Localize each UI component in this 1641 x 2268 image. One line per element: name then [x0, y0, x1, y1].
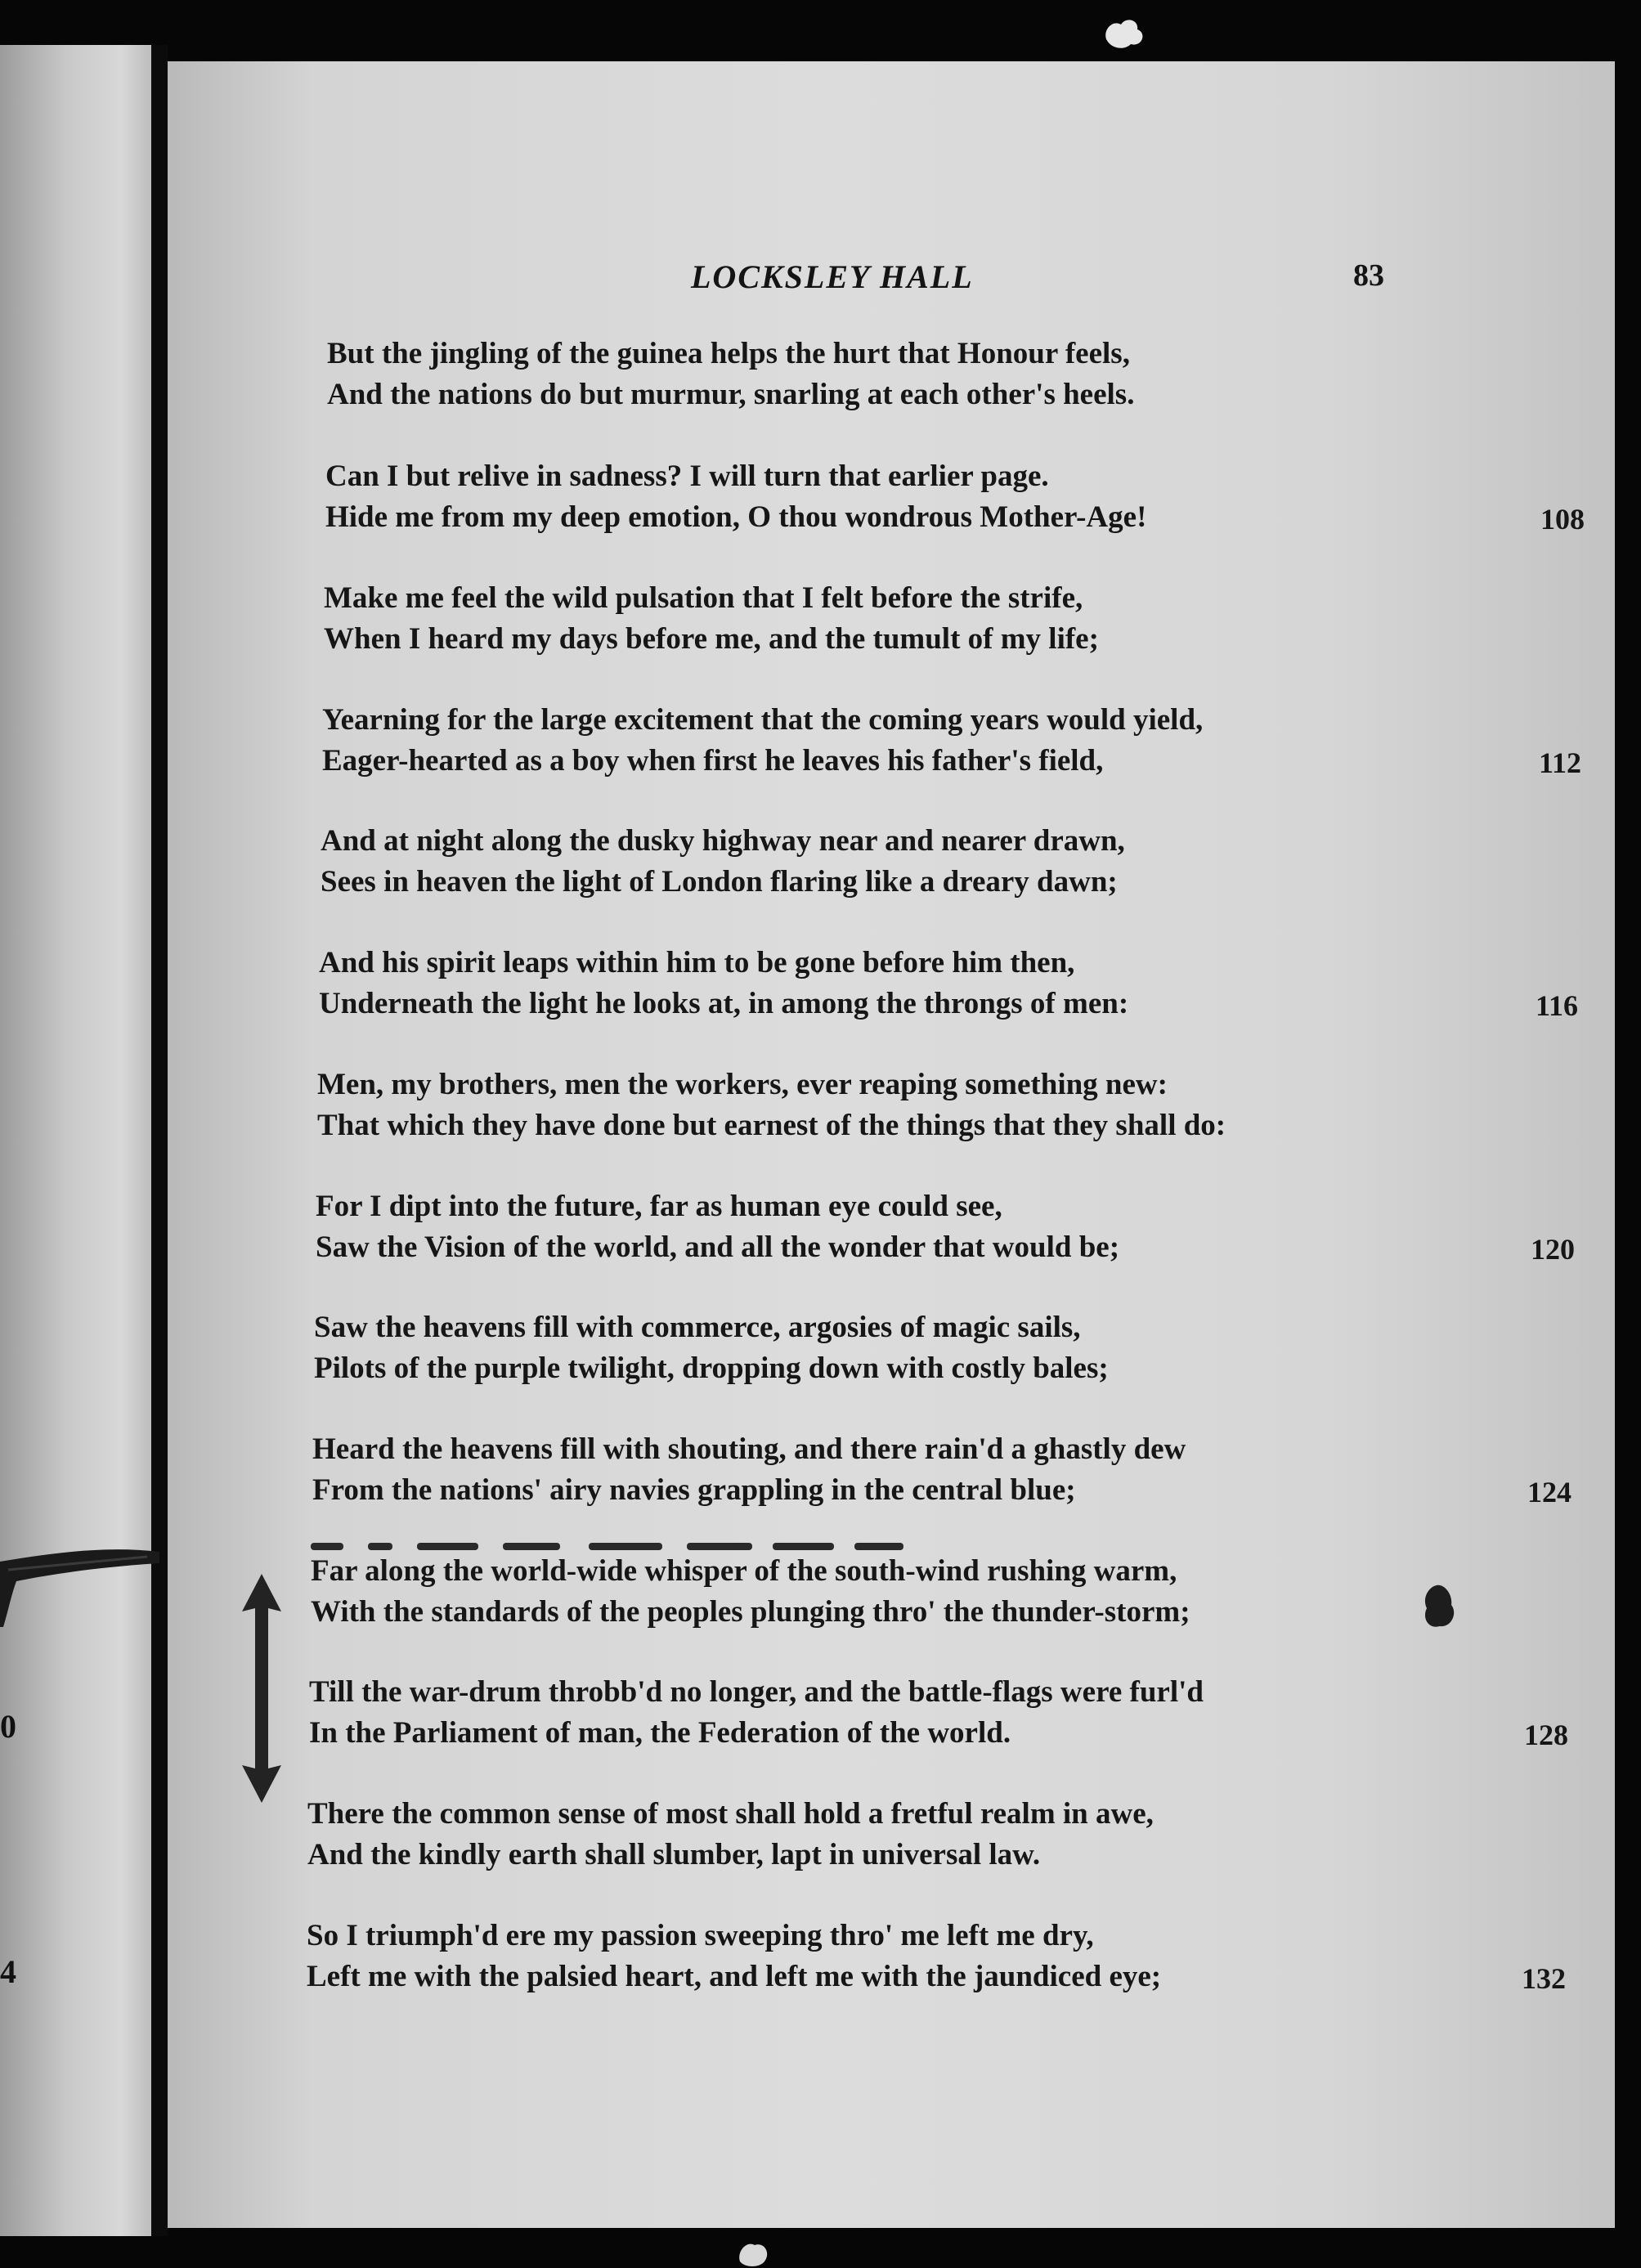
double-arrow-icon: [237, 1574, 286, 1803]
poem-line: When I heard my days before me, and the tumult of my life;: [324, 622, 1099, 656]
stanza: [314, 1307, 1573, 1389]
book-page: [168, 61, 1615, 2228]
poem-line: Can I but relive in sadness? I will turn that earlier page.: [325, 459, 1049, 493]
running-title: LOCKSLEY HALL: [691, 258, 974, 295]
stanza: [316, 1186, 1575, 1268]
poem-line: Pilots of the purple twilight, dropping down with costly bales;: [314, 1351, 1109, 1385]
poem-line: Left me with the palsied heart, and left me with the jaundiced eye;: [307, 1960, 1162, 1993]
line-number: 108: [1540, 503, 1585, 536]
page-header: [168, 258, 1615, 307]
stanza: [322, 700, 1581, 782]
ink-blot-bottom: [732, 2237, 773, 2268]
poem-line: That which they have done but earnest of the things that they shall do:: [317, 1109, 1226, 1142]
ink-blot-top: [1100, 15, 1149, 51]
ink-smudge: [1419, 1582, 1459, 1631]
poem-line: Saw the Vision of the world, and all the wonder that would be;: [316, 1230, 1120, 1264]
poem-line: In the Parliament of man, the Federation of the world.: [309, 1716, 1011, 1750]
poem-line: Heard the heavens fill with shouting, and there rain'd a ghastly dew: [312, 1432, 1186, 1466]
stanza: [307, 1794, 1567, 1876]
poem-line: And his spirit leaps within him to be gone before him then,: [319, 946, 1075, 979]
poem-line: Yearning for the large excitement that the coming years would yield,: [322, 703, 1204, 737]
line-number: 116: [1535, 989, 1578, 1022]
poem-line: And at night along the dusky highway near and nearer drawn,: [321, 824, 1125, 858]
poem-line: For I dipt into the future, far as human eye could see,: [316, 1190, 1002, 1223]
poem-line: There the common sense of most shall hold a fretful realm in awe,: [307, 1797, 1154, 1831]
stanza: [319, 943, 1578, 1024]
poem-line: So I triumph'd ere my passion sweeping thro' me left me dry,: [307, 1919, 1094, 1952]
stanza: [307, 1916, 1566, 1997]
poem-line: And the kindly earth shall slumber, lapt in universal law.: [307, 1838, 1041, 1871]
stanza: [312, 1429, 1572, 1511]
poem-line: Eager-hearted as a boy when first he leaves his father's field,: [322, 744, 1104, 778]
pen-stroke-mark: [0, 1545, 164, 1643]
stanza: [311, 1551, 1570, 1633]
stanza: [309, 1672, 1568, 1754]
poem-line: And the nations do but murmur, snarling at each other's heels.: [327, 378, 1135, 411]
left-page-line-number: 4: [0, 1953, 16, 1990]
stanza: [317, 1065, 1576, 1146]
line-number: 128: [1524, 1719, 1568, 1751]
line-number: 112: [1538, 746, 1581, 779]
line-number: 120: [1531, 1233, 1575, 1266]
line-number: 124: [1527, 1476, 1572, 1508]
poem-line: With the standards of the peoples plunging thro' the thunder-storm;: [311, 1595, 1190, 1629]
stanza: [327, 334, 1586, 415]
page-number: 83: [1353, 258, 1384, 293]
book-gutter: [151, 45, 168, 2236]
stanza: [321, 821, 1580, 903]
poem-line: Underneath the light he looks at, in among the throngs of men:: [319, 987, 1129, 1020]
poem-line: Hide me from my deep emotion, O thou wondrous Mother-Age!: [325, 500, 1147, 534]
poem-line: Men, my brothers, men the workers, ever reaping something new:: [317, 1068, 1168, 1101]
poem-line: Far along the world-wide whisper of the south-wind rushing warm,: [311, 1554, 1177, 1588]
line-number: 132: [1522, 1962, 1566, 1995]
poem-line: Saw the heavens fill with commerce, argosies of magic sails,: [314, 1311, 1081, 1344]
poem-line: But the jingling of the guinea helps the hurt that Honour feels,: [327, 337, 1130, 370]
poem-line: Sees in heaven the light of London flaring like a dreary dawn;: [321, 865, 1118, 899]
stanza: [324, 578, 1583, 660]
poem-line: Make me feel the wild pulsation that I felt before the strife,: [324, 581, 1083, 615]
stanza: [325, 456, 1585, 538]
left-page-line-number: 0: [0, 1708, 16, 1745]
poem-line: From the nations' airy navies grappling in the central blue;: [312, 1473, 1076, 1507]
left-page-edge: [0, 45, 151, 2236]
poem-line: Till the war-drum throbb'd no longer, and the battle-flags were furl'd: [309, 1675, 1204, 1709]
